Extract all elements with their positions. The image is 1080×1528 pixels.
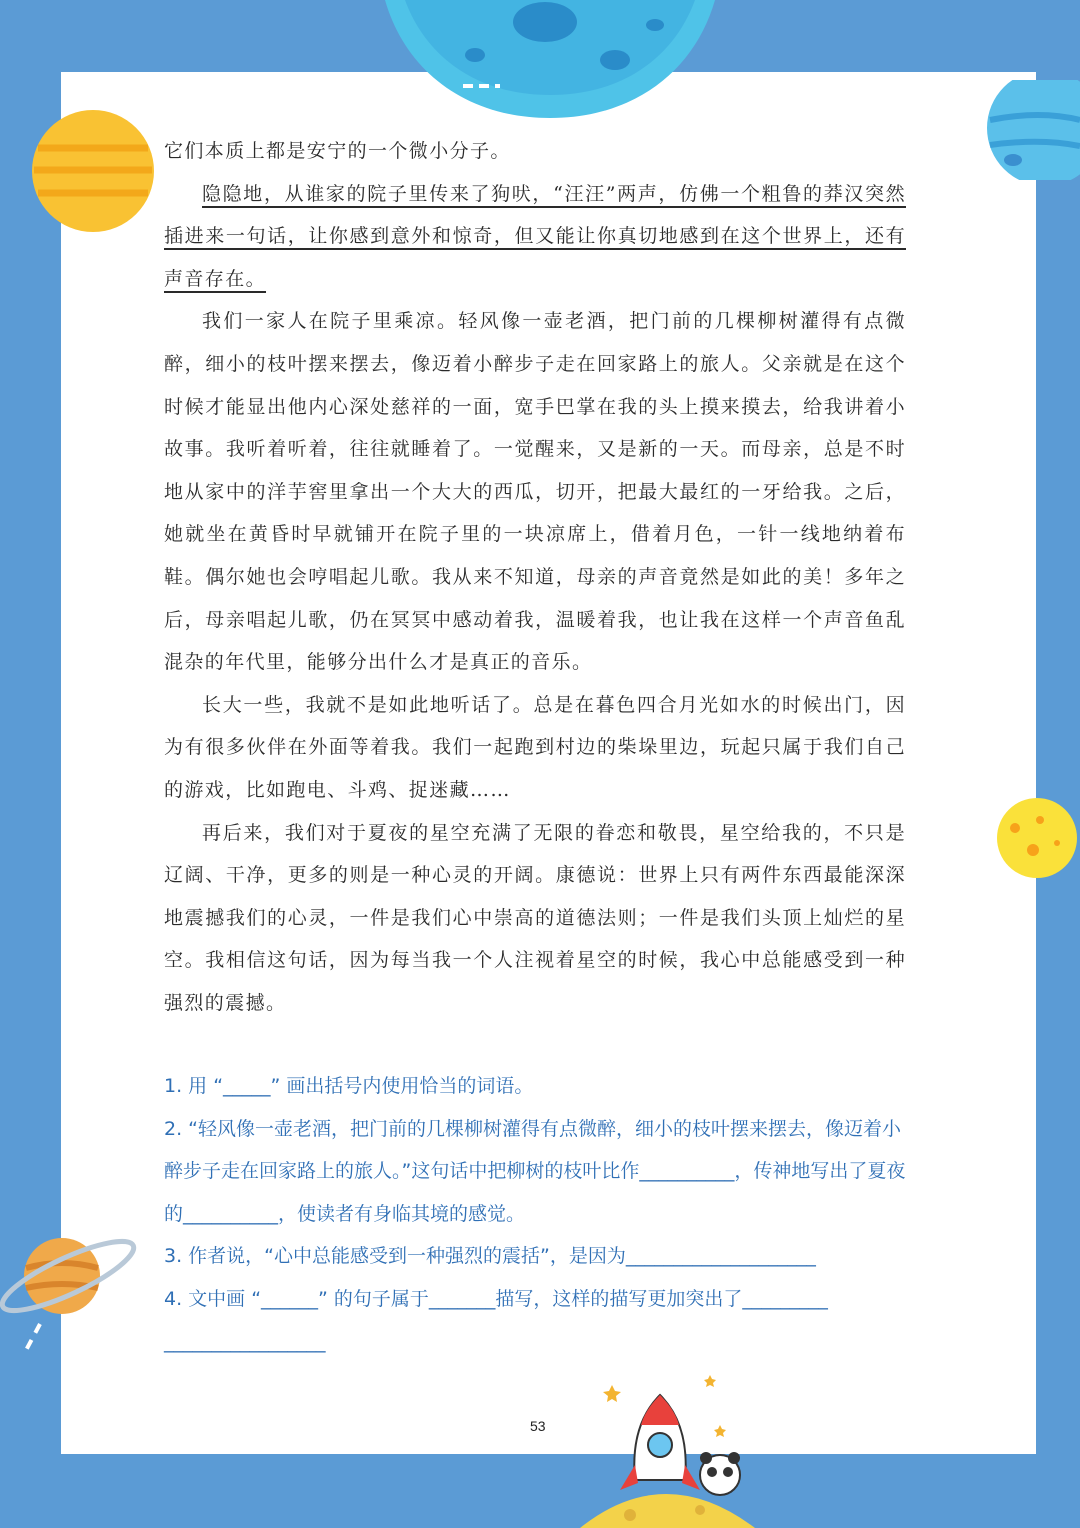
- question-3: 3. 作者说，“心中总能感受到一种强烈的震括”，是因为____________________: [164, 1245, 816, 1268]
- passage-paragraph: 再后来，我们对于夏夜的星空充满了无限的眷恋和敬畏，星空给我的，不只是辽阔、干净，更多的则是一种心灵的开阔。康德说：世界上只有两件东西最能深深地震撼我们的心灵，一件是我们心中崇高的道德法则；一件是我们头顶上灿烂的星空。我相信这句话，因为每当我一个人注视着星空的时候，我心中总能感受到一种强烈的震撼。: [164, 821, 906, 1014]
- passage-paragraph: 长大一些，我就不是如此地听话了。总是在暮色四合月光如水的时候出门，因为有很多伙伴在外面等着我。我们一起跑到村边的柴垛里边，玩起只属于我们自己的游戏，比如跑电、斗鸡、捉迷藏……: [164, 693, 906, 801]
- planet-saturn-left: [0, 1228, 140, 1358]
- question-4-answer-line: _________________: [164, 1330, 326, 1353]
- planet-yellow-right: [995, 798, 1080, 878]
- rocket-panda-illustration: [560, 1365, 770, 1528]
- question-1: 1. 用 “_____” 画出括号内使用恰当的词语。: [164, 1075, 534, 1097]
- passage-paragraph-underlined: [164, 173, 906, 301]
- planet-top-right: [985, 80, 1080, 180]
- reading-passage: [164, 130, 906, 1024]
- question-2: 2. “轻风像一壶老酒，把门前的几棵柳树灌得有点微醉，细小的枝叶摆来摆去，像迈着小醉步子走在回家路上的旅人。”这句话中把柳树的枝叶比作__________，传神地写出了夏夜的__________，使读者有身临其境的感觉。: [164, 1117, 906, 1225]
- planet-top-center: [385, 0, 715, 120]
- underlined-sentence: 隐隐地，从谁家的院子里传来了狗吠，“汪汪”两声，仿佛一个粗鲁的莽汉突然插进来一句话，让你感到意外和惊奇，但又能让你真切地感到在这个世界上，还有声音存在。: [164, 182, 906, 290]
- passage-paragraph: 它们本质上都是安宁的一个微小分子。: [164, 140, 511, 162]
- exercise-questions: [164, 1065, 909, 1363]
- passage-paragraph: 我们一家人在院子里乘凉。轻风像一壶老酒，把门前的几棵柳树灌得有点微醉，细小的枝叶摆来摆去，像迈着小醉步子走在回家路上的旅人。父亲就是在这个时候才能显出他内心深处慈祥的一面，宽手巴掌在我的头上摸来摸去，给我讲着小故事。我听着听着，往往就睡着了。一觉醒来，又是新的一天。而母亲，总是不时地从家中的洋芋窖里拿出一个大大的西瓜，切开，把最大最红的一牙给我。之后，她就坐在黄昏时早就铺开在院子里的一块凉席上，借着月色，一针一线地纳着布鞋。偶尔她也会哼唱起儿歌。我从来不知道，母亲的声音竟然是如此的美！多年之后，母亲唱起儿歌，仍在冥冥中感动着我，温暖着我，也让我在这样一个声音鱼乱混杂的年代里，能够分出什么才是真正的音乐。: [164, 310, 906, 674]
- question-4: 4. 文中画 “______” 的句子属于_______描写，这样的描写更加突出了_________: [164, 1287, 828, 1310]
- planet-yellow-left: [30, 108, 156, 234]
- page-number: 53: [530, 1418, 546, 1434]
